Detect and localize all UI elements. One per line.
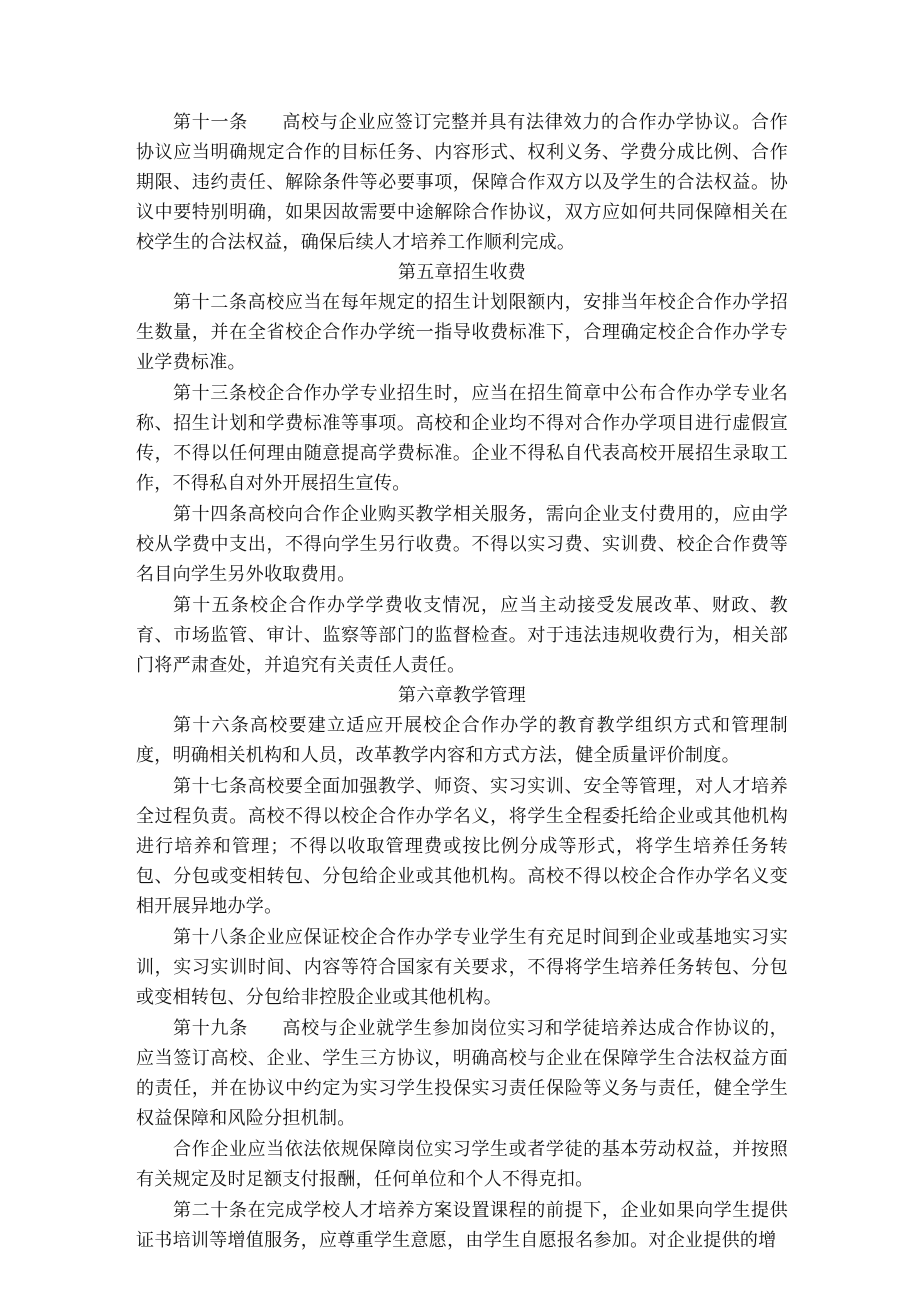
article-11 — [136, 108, 788, 258]
article-16: 第十六条高校要建立适应开展校企合作办学的教育教学组织方式和管理制度，明确相关机构和人员，改革教学内容和方式方法，健全质量评价制度。 — [136, 715, 788, 766]
article-19-text: 高校与企业就学生参加岗位实习和学徒培养达成合作协议的，应当签订高校、企业、学生三方协议，明确高校与企业在保障学生合法权益方面的责任，并在协议中约定为实习学生投保实习责任保险等义务与责任，健全学生权益保障和风险分担机制。 — [136, 1018, 788, 1129]
article-19 — [136, 1014, 788, 1134]
article-18: 第十八条企业应保证校企合作办学专业学生有充足时间到企业或基地实习实训，实习实训时间、内容等符合国家有关要求，不得将学生培养任务转包、分包或变相转包、分包给非控股企业或其他机构。 — [136, 927, 788, 1008]
article-11-text: 高校与企业应签订完整并具有法律效力的合作办学协议。合作协议应当明确规定合作的目标任务、内容形式、权利义务、学费分成比例、合作期限、违约责任、解除条件等必要事项，保障合作双方以及学生的合法权益。协议中要特别明确，如果因故需要中途解除合作协议，双方应如何共同保障相关在校学生的合法权益，确保后续人才培养工作顺利完成。 — [136, 112, 788, 253]
article-19-number: 第十九条 — [173, 1018, 248, 1039]
document-body — [136, 108, 788, 1256]
chapter-5-heading: 第五章招生收费 — [397, 262, 527, 283]
article-15: 第十五条校企合作办学学费收支情况，应当主动接受发展改革、财政、教育、市场监管、审计、监察等部门的监督检查。对于违法违规收费行为，相关部门将严肃查处，并追究有关责任人责任。 — [136, 595, 788, 676]
article-13: 第十三条校企合作办学专业招生时，应当在招生简章中公布合作办学专业名称、招生计划和学费标准等事项。高校和企业均不得对合作办学项目进行虚假宣传，不得以任何理由随意提高学费标准。企业不得私自代表高校开展招生录取工作，不得私自对外开展招生宣传。 — [136, 383, 788, 494]
chapter-6-heading: 第六章教学管理 — [397, 685, 527, 706]
article-20: 第二十条在完成学校人才培养方案设置课程的前提下，企业如果向学生提供证书培训等增值服务，应尊重学生意愿，由学生自愿报名参加。对企业提供的增 — [136, 1200, 788, 1251]
article-14: 第十四条高校向合作企业购买教学相关服务，需向企业支付费用的，应由学校从学费中支出，不得向学生另行收费。不得以实习费、实训费、校企合作费等名目向学生另外收取费用。 — [136, 504, 788, 585]
article-19-paragraph-2: 合作企业应当依法依规保障岗位实习学生或者学徒的基本劳动权益，并按照有关规定及时足额支付报酬，任何单位和个人不得克扣。 — [136, 1139, 788, 1190]
article-12: 第十二条高校应当在每年规定的招生计划限额内，安排当年校企合作办学招生数量，并在全省校企合作办学统一指导收费标准下，合理确定校企合作办学专业学费标准。 — [136, 292, 788, 373]
article-11-number: 第十一条 — [173, 112, 248, 133]
article-17: 第十七条高校要全面加强教学、师资、实习实训、安全等管理，对人才培养全过程负责。高校不得以校企合作办学名义，将学生全程委托给企业或其他机构进行培养和管理；不得以收取管理费或按比例分成等形式，将学生培养任务转包、分包或变相转包、分包给企业或其他机构。高校不得以校企合作办学名义变相开展异地办学。 — [136, 776, 788, 917]
